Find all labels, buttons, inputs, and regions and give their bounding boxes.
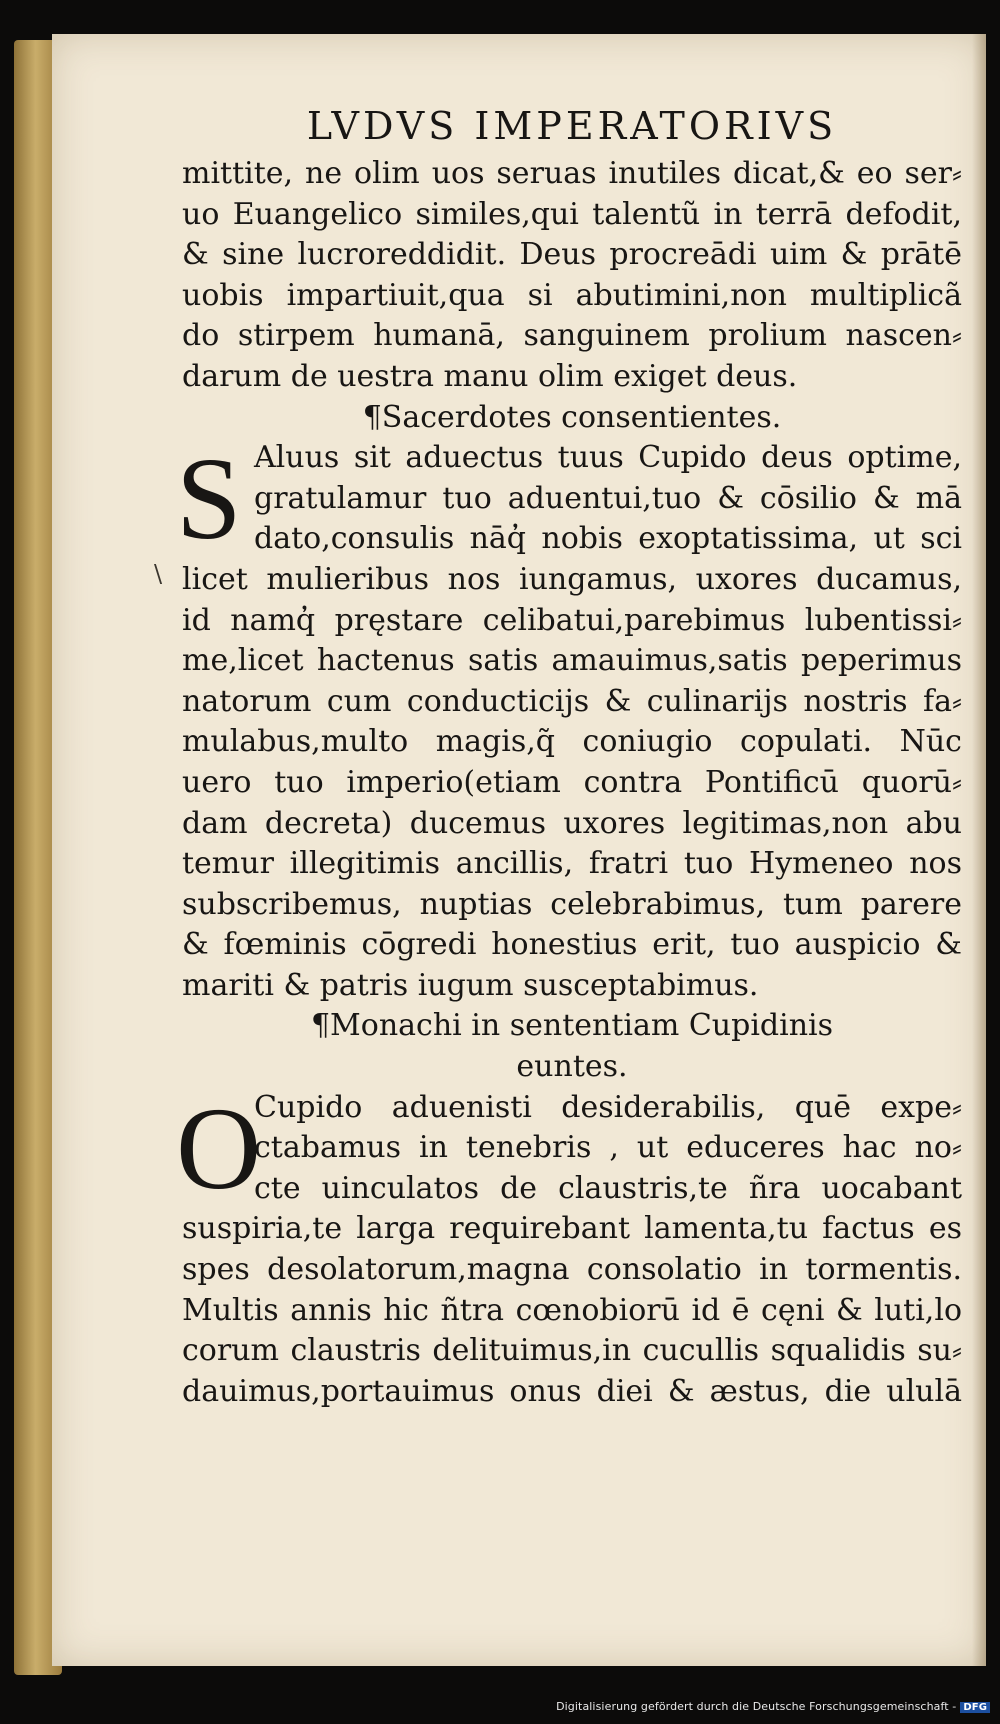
text-line: subscribemus, nuptias celebrabimus, tum parere [182, 886, 962, 922]
text-line: licet mulieribus nos iungamus, uxores ducamus, [182, 561, 962, 597]
text-line: id namq̓ pręstare celibatui,parebimus lubentissi⸗ [182, 602, 962, 638]
text-line: mulabus,multo magis,q̃ coniugio copulati. Nūc [182, 724, 962, 760]
text-line: darum de uestra manu olim exiget deus. [182, 358, 798, 394]
text-line: temur illegitimis ancillis, fratri tuo Hymeneo nos [182, 846, 962, 882]
text-line: natorum cum conducticijs & culinarijs nostris fa⸗ [182, 683, 962, 719]
text-line: gratulamur tuo aduentui,tuo & cōsilio & mā [254, 480, 962, 516]
text-line: dauimus,portauimus onus diei & æstus, die ululā [182, 1373, 962, 1409]
text-line: Multis annis hic ñtra cœnobiorū id ē cęni & luti,lo [182, 1292, 962, 1328]
text-line: & fœminis cōgredi honestius erit, tuo auspicio & [182, 927, 962, 963]
text-line: dam decreta) ducemus uxores legitimas,non abu [182, 805, 962, 841]
text-line: mittite, ne olim uos seruas inutiles dicat,& eo ser⸗ [182, 156, 962, 191]
digitization-credit [556, 1700, 990, 1713]
text-line: spes desolatorum,magna consolatio in tormentis. [182, 1252, 962, 1288]
section-heading-monachi: ¶Monachi in sententiam Cupidinis [310, 1008, 834, 1044]
text-line: cte uinculatos de claustris,te ñra uocabant [254, 1170, 962, 1206]
text-line: suspiria,te larga requirebant lamenta,tu factus es [182, 1211, 962, 1247]
paragraph-2 [154, 433, 962, 1006]
section-heading-monachi-cont: euntes. [516, 1049, 628, 1085]
credit-text: Digitalisierung gefördert durch die Deutsche Forschungsgemeinschaft - [556, 1700, 957, 1713]
text-line: corum claustris delituimus,in cucullis squalidis su⸗ [182, 1333, 962, 1369]
text-line: ctabamus in tenebris , ut educeres hac no⸗ [254, 1130, 962, 1166]
paragraph-1 [182, 154, 962, 398]
text-line: & sine lucroreddidit. Deus procreādi uim & prātē [182, 237, 962, 273]
paragraph-3 [176, 1082, 962, 1413]
drop-cap-s: S [176, 433, 242, 565]
drop-cap-o: O [176, 1082, 262, 1214]
text-line: uero tuo imperio(etiam contra Pontificū quorū⸗ [182, 764, 962, 800]
page-edge-shadow [972, 34, 986, 1666]
text-line: Aluus sit aduectus tuus Cupido deus optime, [254, 440, 962, 476]
text-line: do stirpem humanā, sanguinem prolium nascen⸗ [182, 318, 962, 354]
text-line: me,licet hactenus satis amauimus,satis peperimus [182, 643, 962, 679]
text-line: mariti & patris iugum susceptabimus. [182, 967, 759, 1003]
text-line: dato,consulis nāq̓ nobis exoptatissima, ut sci [254, 521, 962, 557]
dfg-logo: DFG [960, 1702, 990, 1713]
text-line: uo Euangelico similes,qui talentũ in terrā defodit, [182, 196, 962, 232]
running-head: LVDVS IMPERATORIVS [306, 104, 838, 148]
section-heading-sacerdotes: ¶Sacerdotes consentientes. [362, 399, 782, 435]
margin-mark: \ [154, 559, 163, 588]
text-line: Cupido aduenisti desiderabilis, quē expe⸗ [254, 1089, 962, 1125]
page-text-block [154, 96, 962, 1412]
text-line: uobis impartiuit,qua si abutimini,non multiplicã [182, 277, 962, 313]
